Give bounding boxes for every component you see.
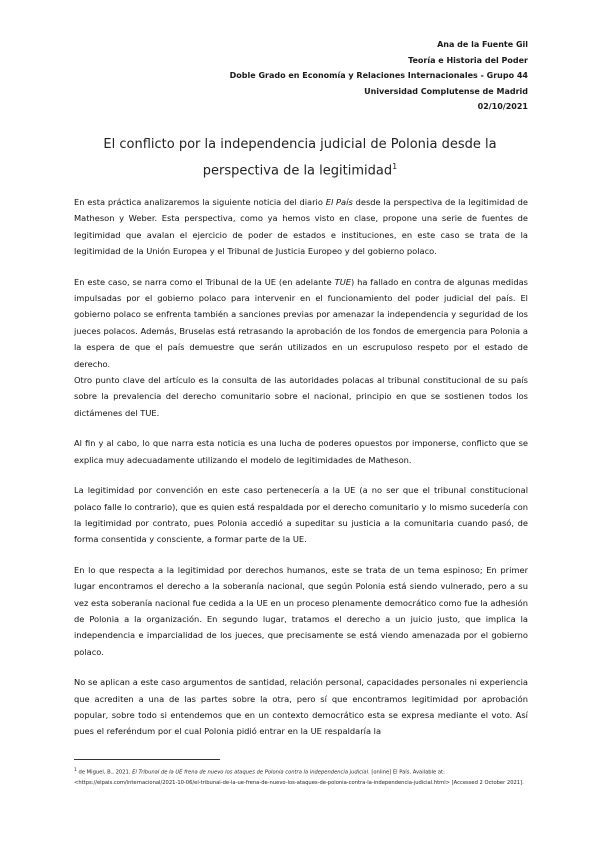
paragraph-1-text-b: desde la perspectiva de la legitimidad de Matheson y Weber. Esta perspectiva, como ya hemos visto en clase, propone una serie de fuentes de legitimidad que avalan el ejercicio de poder de estados e instituciones, en este caso se trata de la legitimidad de la Unión Europea y el Tribunal de Justicia Europeo y del gobierno polaco. (74, 197, 529, 257)
tue-abbreviation: TUE (334, 276, 352, 287)
paragraph-1 (74, 194, 528, 260)
paragraph-2 (74, 274, 528, 372)
document-date: 02/10/2021 (477, 102, 528, 111)
document-body (74, 194, 528, 754)
footnote-mark: 1 (74, 768, 77, 773)
paragraph-2-text-a: En este caso, se narra como el Tribunal de la UE (en adelante (74, 276, 335, 287)
footnote-text-b: . [online] El País. Available at: <https://elpais.com/internacional/2021-10-06/el-tribunal-de-la-ue-frena-de-nuevo-los-ataques-de-polonia-contra-la-independencia-judicial.html> [Accessed 2 October 2021]. (74, 769, 524, 786)
paragraph-7: No se aplican a este caso argumentos de santidad, relación personal, capacidades personales ni experiencia que acrediten a una de las partes sobre la otra, pero sí que encontramos legitimidad por aprobación popular, sobre todo si entendemos que en un contexto democrático esta se expresa mediante el voto. Así pues el referéndum por el cual Polonia pidió entrar en la UE respaldaría la (74, 677, 528, 737)
paragraph-6: En lo que respecta a la legitimidad por derechos humanos, este se trata de un tema espinoso; En primer lugar encontramos el derecho a la soberanía nacional, que según Polonia está siendo vulnerado, pero a su vez esta soberanía nacional fue cedida a la UE en un proceso plenamente democrático como fue la adhesión de Polonia a la organización. En segundo lugar, tratamos el derecho a un juicio justo, que implica la independencia e imparcialidad de los jueces, que precisamente se está viendo amenazada por el gobierno polaco. (74, 564, 528, 657)
paragraph-3: Otro punto clave del artículo es la consulta de las autoridades polacas al tribunal constitucional de su país sobre la prevalencia del derecho comunitario sobre el nacional, principio en que se sostienen todos los dictámenes del TUE. (74, 375, 528, 418)
footnote-divider (74, 759, 220, 760)
author-name: Ana de la Fuente Gil (437, 40, 528, 49)
university-name: Universidad Complutense de Madrid (364, 86, 528, 96)
newspaper-name: El País (325, 197, 353, 207)
footnote-text-a: de Miguel, B., 2021. (76, 769, 133, 776)
footnote (74, 766, 528, 788)
document-title (70, 134, 530, 182)
title-text: El conflicto por la independencia judicial de Polonia desde la perspectiva de la legitimidad (103, 137, 497, 179)
document-header (230, 37, 528, 115)
paragraph-5: La legitimidad por convención en este caso pertenecería a la UE (a no ser que el tribunal constitucional polaco falle lo contrario), que es quien está respaldada por el derecho comunitario y lo mismo sucedería con la legitimidad por contrato, pues Polonia accedió a supeditar su justicia a la comunitaria cuando pasó, de forma consentida y consciente, a formar parte de la UE. (74, 485, 528, 545)
footnote-article-title: El Tribunal de la UE frena de nuevo los ataques de Polonia contra la independencia judicial (132, 769, 369, 776)
degree-name: Doble Grado en Economía y Relaciones Internacionales - Grupo 44 (229, 71, 528, 80)
paragraph-2-text-b: ) ha fallado en contra de algunas medidas impulsadas por el gobierno polaco para intervenir en el funcionamiento del poder judicial del país. El gobierno polaco se enfrenta también a sanciones previas por amenazar la independencia y seguridad de los jueces polacos. Además, Bruselas está retrasando la aprobación de los fondos de emergencia para Polonia a la espera de que el país demuestre que serán utilizados en un escrupuloso respeto por el estado de derecho. (74, 276, 528, 369)
course-name: Teoría e Historia del Poder (408, 55, 528, 65)
paragraph-4: Al fin y al cabo, lo que narra esta noticia es una lucha de poderes opuestos por imponerse, conflicto que se explica muy adecuadamente utilizando el modelo de legitimidades de Matheson. (74, 438, 528, 465)
paragraph-1-text-a: En esta práctica analizaremos la siguiente noticia del diario (74, 197, 326, 207)
title-footnote-mark: 1 (392, 162, 398, 171)
